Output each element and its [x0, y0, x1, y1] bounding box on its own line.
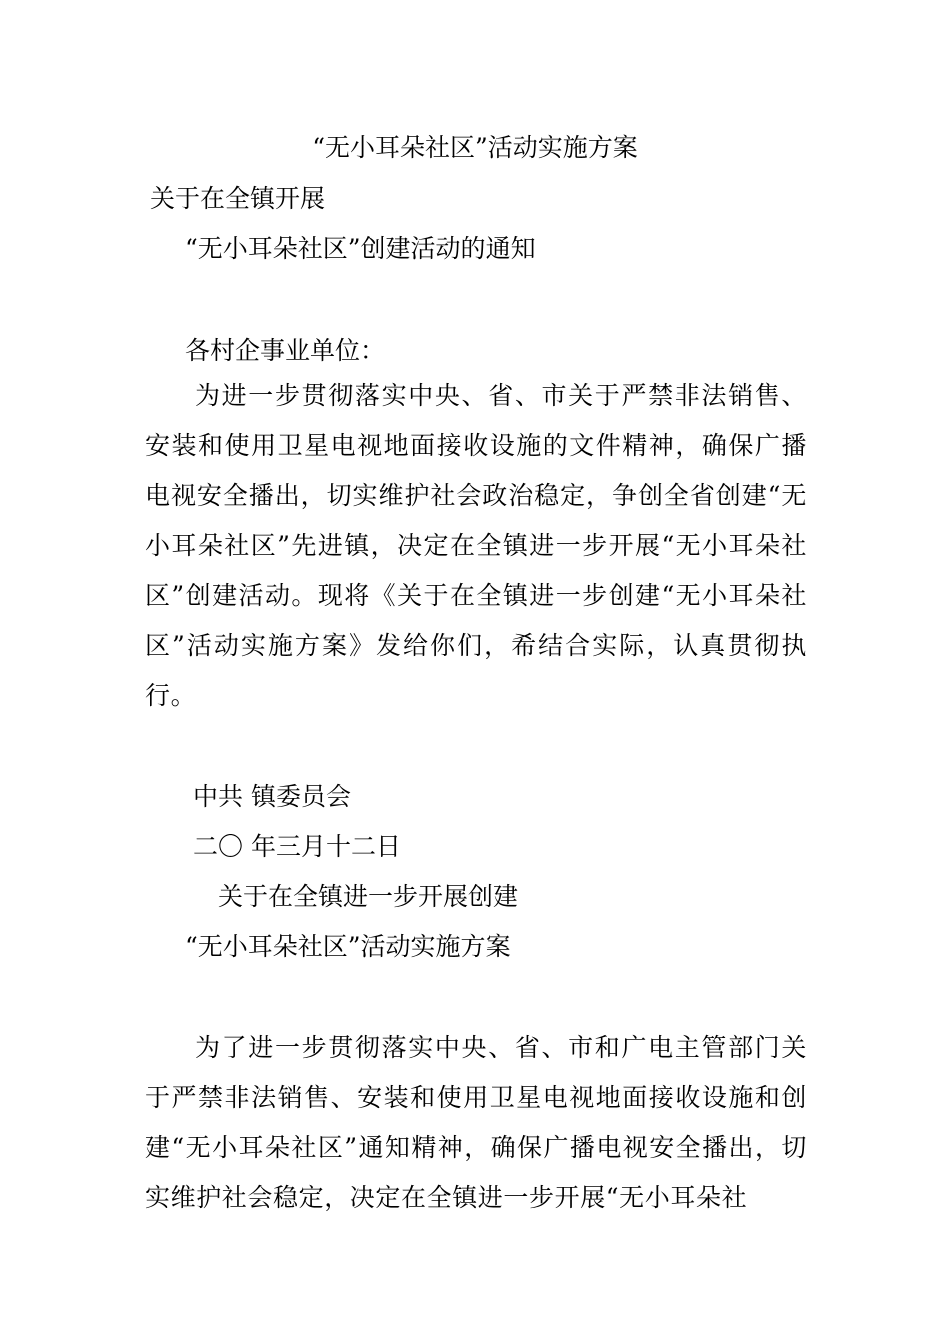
plan-title-line-2: “无小耳朵社区”活动实施方案	[185, 932, 511, 961]
notice-body-paragraph: 为进一步贯彻落实中央、省、市关于严禁非法销售、安装和使用卫星电视地面接收设施的文件精神，确保广播电视安全播出，切实维护社会政治稳定，争创全省创建“无小耳朵社区”先进镇，决定在全镇进一步开展“无小耳朵社区”创建活动。现将《关于在全镇进一步创建“无小耳朵社区”活动实施方案》发给你们，希结合实际，认真贯彻执行。	[145, 381, 807, 710]
notice-title-line-2: “无小耳朵社区”创建活动的通知	[185, 234, 536, 263]
signature-date: 二〇 年三月十二日	[193, 832, 401, 861]
salutation: 各村企事业单位：	[185, 336, 386, 365]
plan-body-paragraph: 为了进一步贯彻落实中央、省、市和广电主管部门关于严禁非法销售、安装和使用卫星电视地面接收设施和创建“无小耳朵社区”通知精神，确保广播电视安全播出，切实维护社会稳定，决定在全镇进一步开展“无小耳朵社	[145, 1033, 807, 1212]
plan-title-line-1: 关于在全镇进一步开展创建	[218, 882, 519, 911]
signature-organization: 中共 镇委员会	[193, 782, 351, 811]
main-title: “无小耳朵社区”活动实施方案	[312, 133, 638, 162]
notice-title-line-1: 关于在全镇开展	[150, 184, 326, 213]
